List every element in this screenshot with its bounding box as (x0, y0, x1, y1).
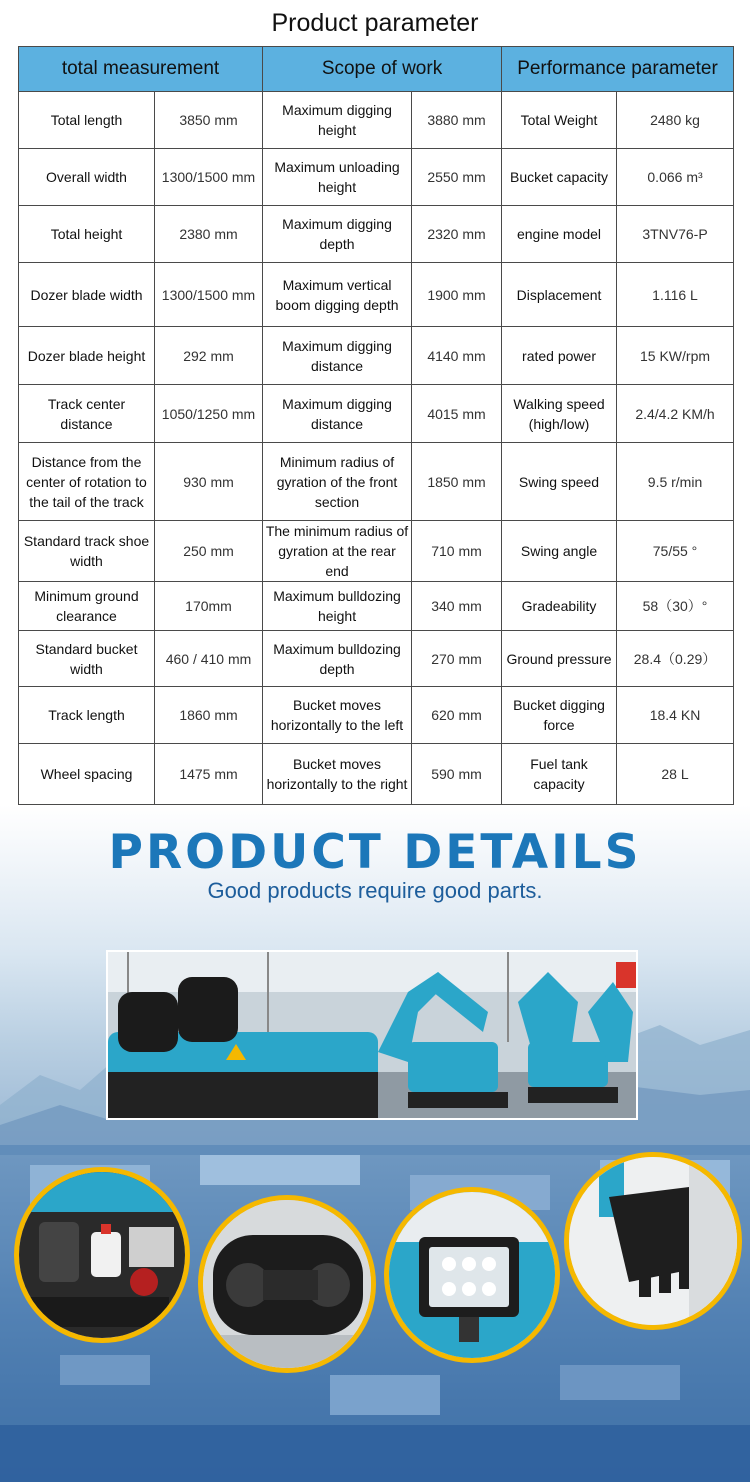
cell-value: 1300/1500 mm (155, 263, 263, 327)
cell-value: 18.4 KN (617, 687, 734, 744)
cell-value: 1050/1250 mm (155, 385, 263, 443)
cell-label: Maximum unloading height (263, 149, 412, 206)
table-row (19, 149, 734, 206)
cell-label: Walking speed (high/low) (502, 385, 617, 443)
cell-label: Swing angle (502, 521, 617, 582)
cell-value: 3850 mm (155, 92, 263, 149)
parameter-table (18, 46, 734, 805)
header-performance-parameter: Performance parameter (502, 47, 734, 92)
cell-value: 2320 mm (412, 206, 502, 263)
cell-value: 28 L (617, 744, 734, 805)
table-row (19, 631, 734, 687)
work-light-detail-photo (384, 1187, 560, 1363)
cell-label: Track length (19, 687, 155, 744)
cell-label: Displacement (502, 263, 617, 327)
header-total-measurement: total measurement (19, 47, 263, 92)
cell-value: 292 mm (155, 327, 263, 385)
cell-value: 1475 mm (155, 744, 263, 805)
cell-value: 1850 mm (412, 443, 502, 521)
cell-label: The minimum radius of gyration at the rear end (263, 521, 412, 582)
cell-value: 930 mm (155, 443, 263, 521)
cell-value: 2550 mm (412, 149, 502, 206)
product-details-section (0, 805, 750, 1482)
cell-label: Bucket digging force (502, 687, 617, 744)
cell-label: Total height (19, 206, 155, 263)
cell-label: Dozer blade height (19, 327, 155, 385)
cell-value: 250 mm (155, 521, 263, 582)
header-scope-of-work: Scope of work (263, 47, 502, 92)
cell-label: Track center distance (19, 385, 155, 443)
cell-value: 4015 mm (412, 385, 502, 443)
cell-value: 58（30）° (617, 582, 734, 631)
cell-label: engine model (502, 206, 617, 263)
cell-value: 1300/1500 mm (155, 149, 263, 206)
table-header-row (19, 47, 734, 92)
cell-value: 3880 mm (412, 92, 502, 149)
cell-value: 460 / 410 mm (155, 631, 263, 687)
cell-label: Swing speed (502, 443, 617, 521)
cell-value: 9.5 r/min (617, 443, 734, 521)
product-details-subheading: Good products require good parts. (207, 878, 543, 903)
page-title: Product parameter (271, 8, 479, 37)
table-row (19, 443, 734, 521)
table-row (19, 92, 734, 149)
table-row (19, 385, 734, 443)
table-row (19, 327, 734, 385)
table-row (19, 263, 734, 327)
cell-value: 2.4/4.2 KM/h (617, 385, 734, 443)
cell-value: 15 KW/rpm (617, 327, 734, 385)
cell-label: Overall width (19, 149, 155, 206)
cell-label: Maximum bulldozing height (263, 582, 412, 631)
engine-detail-photo (14, 1167, 190, 1343)
cell-label: Minimum ground clearance (19, 582, 155, 631)
cell-value: 0.066 m³ (617, 149, 734, 206)
cell-label: Total length (19, 92, 155, 149)
cell-label: Maximum digging depth (263, 206, 412, 263)
cell-label: Maximum bulldozing depth (263, 631, 412, 687)
track-detail-photo (198, 1195, 376, 1373)
cell-value: 340 mm (412, 582, 502, 631)
cell-value: 710 mm (412, 521, 502, 582)
cell-label: Gradeability (502, 582, 617, 631)
cell-value: 1860 mm (155, 687, 263, 744)
cell-value: 4140 mm (412, 327, 502, 385)
cell-label: Ground pressure (502, 631, 617, 687)
cell-label: Maximum digging distance (263, 327, 412, 385)
cell-value: 620 mm (412, 687, 502, 744)
cell-value: 270 mm (412, 631, 502, 687)
cell-value: 2380 mm (155, 206, 263, 263)
cell-value: 590 mm (412, 744, 502, 805)
table-row (19, 744, 734, 805)
cell-label: Bucket capacity (502, 149, 617, 206)
cell-value: 1900 mm (412, 263, 502, 327)
cell-label: Bucket moves horizontally to the right (263, 744, 412, 805)
excavator-row-photo (106, 950, 638, 1120)
bucket-detail-photo (564, 1152, 742, 1330)
table-row (19, 521, 734, 582)
product-details-heading: PRODUCT DETAILS (108, 825, 642, 880)
cell-label: Wheel spacing (19, 744, 155, 805)
cell-value: 28.4（0.29） (617, 631, 734, 687)
table-row (19, 687, 734, 744)
cell-label: Total Weight (502, 92, 617, 149)
cell-value: 75/55 ° (617, 521, 734, 582)
cell-label: Minimum radius of gyration of the front section (263, 443, 412, 521)
cell-value: 3TNV76-P (617, 206, 734, 263)
cell-label: Standard bucket width (19, 631, 155, 687)
cell-label: Maximum digging height (263, 92, 412, 149)
cell-label: Bucket moves horizontally to the left (263, 687, 412, 744)
cell-label: Standard track shoe width (19, 521, 155, 582)
cell-label: Maximum digging distance (263, 385, 412, 443)
table-row (19, 206, 734, 263)
cell-label: Maximum vertical boom digging depth (263, 263, 412, 327)
cell-label: Distance from the center of rotation to the tail of the track (19, 443, 155, 521)
cell-value: 2480 kg (617, 92, 734, 149)
cell-label: Fuel tank capacity (502, 744, 617, 805)
cell-value: 1.116 L (617, 263, 734, 327)
cell-label: rated power (502, 327, 617, 385)
cell-label: Dozer blade width (19, 263, 155, 327)
table-row (19, 582, 734, 631)
cell-value: 170mm (155, 582, 263, 631)
